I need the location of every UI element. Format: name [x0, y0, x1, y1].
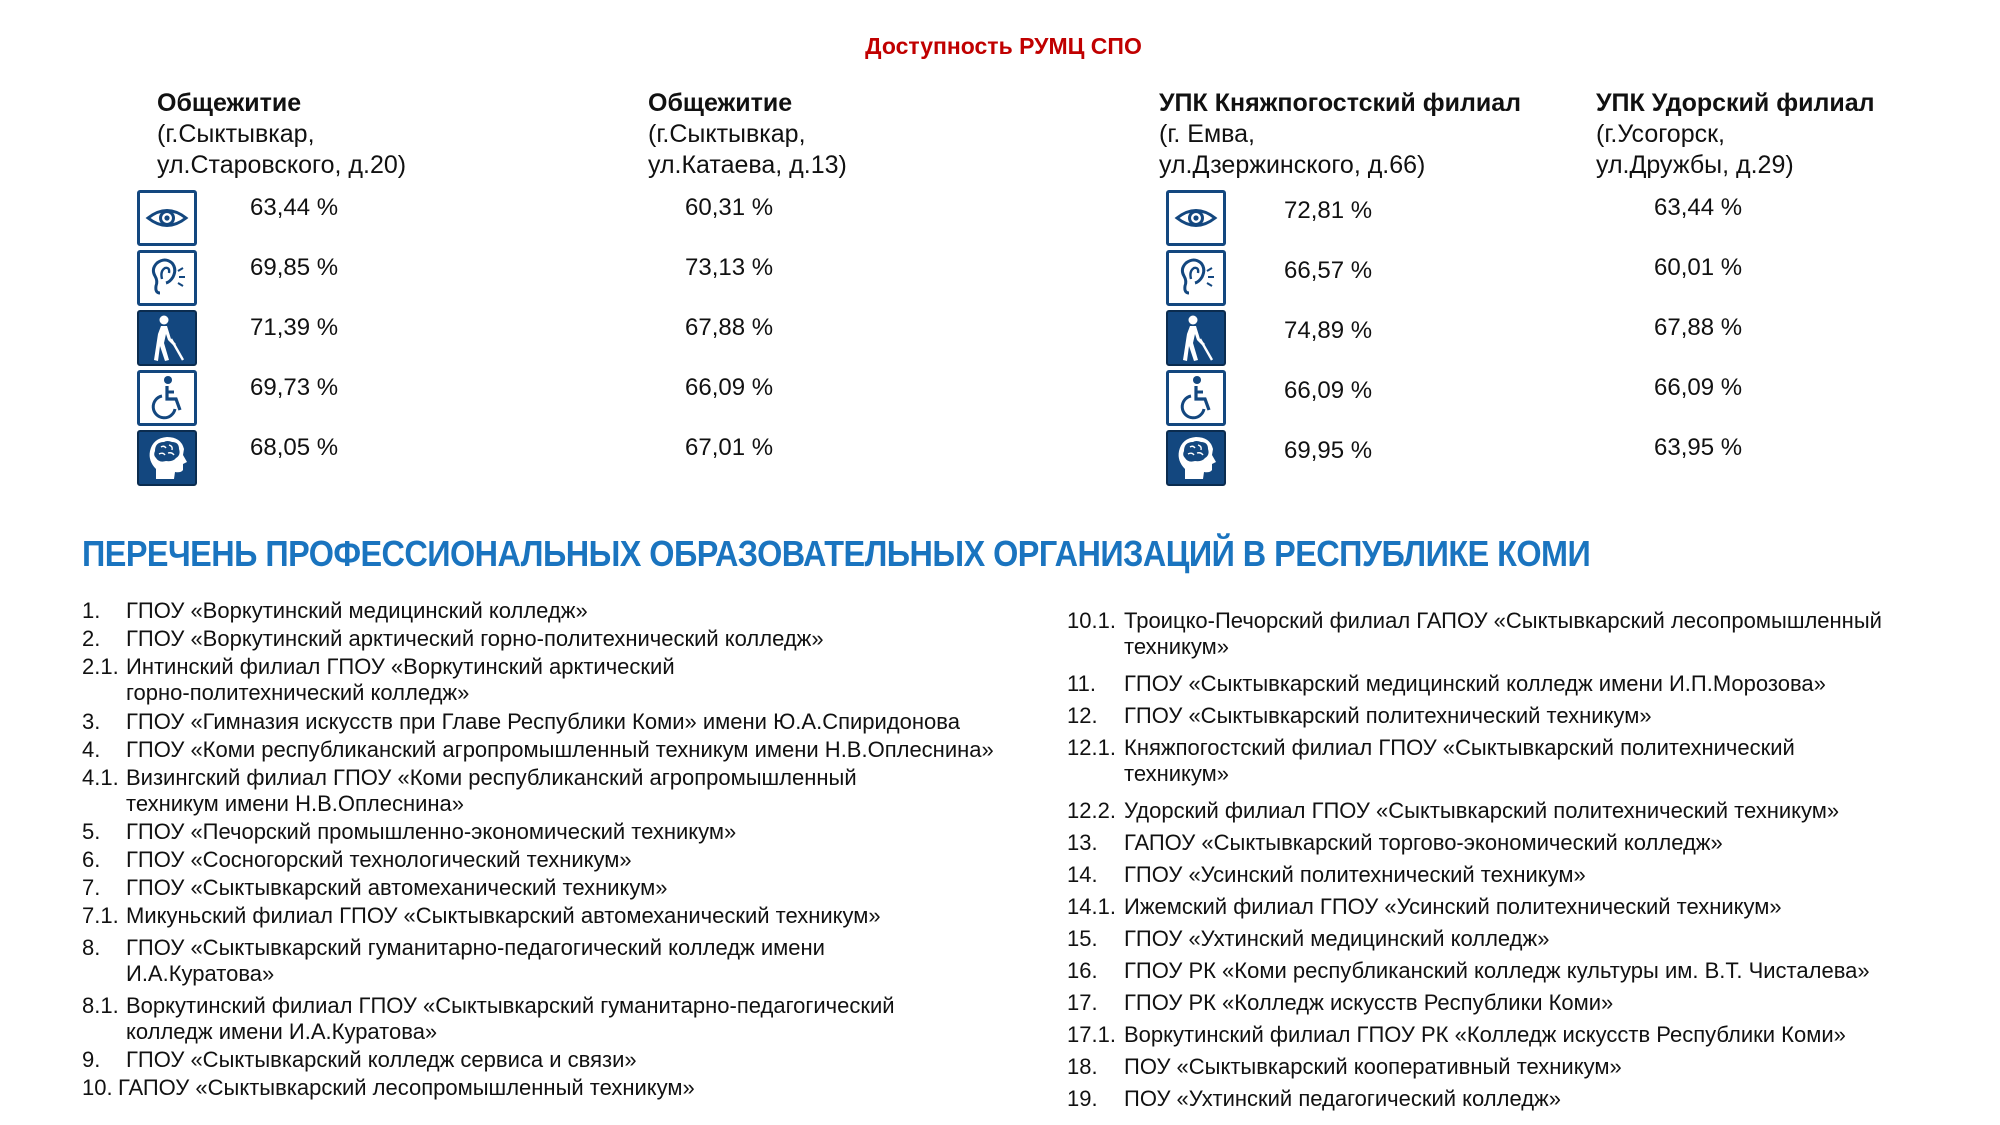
list-item: [1067, 703, 1997, 734]
list-item-number: 13.: [1067, 830, 1098, 855]
institution-header: [1596, 88, 1875, 181]
accessibility-percentage: 66,57 %: [1284, 257, 1373, 284]
accessibility-percentage: 67,01 %: [685, 434, 774, 461]
institution-name: УПК Удорский филиал: [1596, 89, 1875, 117]
list-item-text: ГПОУ «Сыктывкарский автомеханический техникум»: [126, 875, 668, 900]
list-item: [1067, 958, 1997, 989]
wheelchair-icon: [137, 370, 197, 426]
list-item: [82, 993, 1082, 1046]
list-item-number: 8.1.: [82, 992, 119, 1018]
accessibility-percentage: 66,09 %: [1654, 374, 1743, 401]
list-item-number: 17.: [1067, 990, 1098, 1015]
list-item: [1067, 1086, 1997, 1117]
institution-address: (г.Усогорск,: [1596, 120, 1725, 148]
institution-address: (г.Сыктывкар,: [648, 120, 806, 148]
list-item-number: 4.1.: [82, 764, 119, 790]
list-item: [82, 903, 1082, 930]
list-item-text: ГПОУ «Усинский политехнический техникум»: [1124, 862, 1586, 887]
list-item-number: 17.1.: [1067, 1022, 1116, 1047]
list-item-number: 2.1.: [82, 654, 119, 679]
accessibility-percentage: 72,81 %: [1284, 197, 1373, 224]
list-item-number: 10.1.: [1067, 608, 1116, 633]
list-item-text: ГПОУ «Воркутинский арктический горно-политехнический колледж»: [126, 626, 824, 651]
list-item: [82, 847, 1082, 874]
list-item: [1067, 1054, 1997, 1085]
list-item-number: 14.: [1067, 862, 1098, 887]
list-item-text: ГПОУ «Коми республиканский агропромышленный техникум имени Н.В.Оплеснина»: [126, 736, 994, 762]
list-item: [82, 765, 1082, 818]
list-item-number: 9.: [82, 1047, 101, 1072]
institution-address: ул.Дружбы, д.29): [1596, 151, 1794, 179]
list-item: [1067, 735, 1997, 797]
list-item-number: 1.: [82, 598, 101, 623]
list-item-text: ГАПОУ «Сыктывкарский лесопромышленный техникум»: [118, 1075, 695, 1100]
institution-address: ул.Катаева, д.13): [648, 151, 847, 179]
list-item-text: Микуньский филиал ГПОУ «Сыктывкарский автомеханический техникум»: [126, 903, 881, 928]
accessibility-percentage: 63,44 %: [250, 194, 339, 221]
list-item-number: 7.: [82, 875, 101, 900]
institution-name: Общежитие: [157, 89, 302, 117]
list-item-number: 18.: [1067, 1054, 1098, 1079]
list-item-number: 2.: [82, 626, 101, 651]
list-item: [82, 709, 1082, 736]
accessibility-percentage: 66,09 %: [1284, 377, 1373, 404]
list-item-text: Воркутинский филиал ГПОУ «Сыктывкарский гуманитарно-педагогический колледж имени И.А.Куратова»: [126, 992, 895, 1044]
list-item-text: Интинский филиал ГПОУ «Воркутинский арктический горно-политехнический колледж»: [126, 654, 675, 705]
list-item-text: ГПОУ «Сыктывкарский политехнический техникум»: [1124, 703, 1652, 728]
list-item: [1067, 990, 1997, 1021]
list-item-number: 3.: [82, 708, 101, 734]
accessibility-percentage: 66,09 %: [685, 374, 774, 401]
institution-name: Общежитие: [648, 89, 793, 117]
accessibility-percentage: 67,88 %: [685, 314, 774, 341]
list-item-text: Ижемский филиал ГПОУ «Усинский политехнический техникум»: [1124, 894, 1782, 919]
list-item-text: ГПОУ «Сыктывкарский гуманитарно-педагогический колледж имени И.А.Куратова»: [126, 934, 825, 986]
accessibility-percentage: 63,44 %: [1654, 194, 1743, 221]
institution-address: (г. Емва,: [1159, 120, 1255, 148]
list-item: [1067, 862, 1997, 893]
accessibility-percentage: 73,13 %: [685, 254, 774, 281]
institution-header: [157, 88, 406, 181]
accessibility-percentage: 69,73 %: [250, 374, 339, 401]
eye-icon: [137, 190, 197, 246]
list-item: [82, 1075, 1082, 1102]
accessibility-percentage: 69,85 %: [250, 254, 339, 281]
accessibility-percentage: 63,95 %: [1654, 434, 1743, 461]
institution-address: ул.Дзержинского, д.66): [1159, 151, 1426, 179]
blind-person-cane-icon: [1166, 310, 1226, 366]
institution-address: (г.Сыктывкар,: [157, 120, 315, 148]
list-item-number: 16.: [1067, 958, 1098, 983]
list-item: [82, 626, 1082, 653]
list-item: [82, 598, 1082, 625]
list-item: [1067, 830, 1997, 861]
head-brain-icon: [137, 430, 197, 486]
list-item-text: ГПОУ «Ухтинский медицинский колледж»: [1124, 926, 1550, 951]
page-title: Доступность РУМЦ СПО: [865, 33, 1142, 59]
institution-name: УПК Княжпогостский филиал: [1159, 89, 1521, 117]
list-item-text: ГПОУ «Воркутинский медицинский колледж»: [126, 598, 588, 623]
accessibility-percentage: 71,39 %: [250, 314, 339, 341]
blind-person-cane-icon: [137, 310, 197, 366]
list-item: [82, 819, 1082, 846]
institution-address: ул.Старовского, д.20): [157, 151, 407, 179]
institution-header: [1159, 88, 1521, 181]
list-item-text: ГПОУ «Печорский промышленно-экономический техникум»: [126, 819, 737, 844]
list-item-number: 19.: [1067, 1086, 1098, 1111]
list-item: [82, 737, 1082, 764]
list-heading: ПЕРЕЧЕНЬ ПРОФЕССИОНАЛЬНЫХ ОБРАЗОВАТЕЛЬНЫХ ОРГАНИЗАЦИЙ В РЕСПУБЛИКЕ КОМИ: [82, 533, 1591, 574]
list-item-number: 12.1.: [1067, 735, 1116, 760]
wheelchair-icon: [1166, 370, 1226, 426]
list-item-number: 4.: [82, 736, 101, 762]
head-brain-icon: [1166, 430, 1226, 486]
list-item-number: 12.2.: [1067, 798, 1116, 823]
list-item-number: 14.1.: [1067, 894, 1116, 919]
eye-icon: [1166, 190, 1226, 246]
list-item-text: ГПОУ «Сосногорский технологический техникум»: [126, 847, 632, 872]
list-item: [1067, 608, 1997, 670]
ear-icon: [1166, 250, 1226, 306]
list-item-number: 7.1.: [82, 903, 119, 928]
list-item-number: 12.: [1067, 703, 1098, 728]
list-item: [82, 654, 1082, 707]
list-item-text: Визингский филиал ГПОУ «Коми республиканский агропромышленный техникум имени Н.В.Оплеснина»: [126, 764, 857, 816]
list-item-text: ГПОУ РК «Коми республиканский колледж культуры им. В.Т. Чисталева»: [1124, 958, 1870, 983]
list-item: [1067, 926, 1997, 957]
accessibility-percentage: 67,88 %: [1654, 314, 1743, 341]
list-item-number: 5.: [82, 819, 101, 844]
list-item-number: 15.: [1067, 926, 1098, 951]
list-item-text: Удорский филиал ГПОУ «Сыктывкарский политехнический техникум»: [1124, 798, 1840, 823]
ear-icon: [137, 250, 197, 306]
list-item-text: ГАПОУ «Сыктывкарский торгово-экономический колледж»: [1124, 830, 1723, 855]
list-item-text: ГПОУ «Сыктывкарский колледж сервиса и связи»: [126, 1047, 637, 1072]
list-item-text: ГПОУ «Сыктывкарский медицинский колледж имени И.П.Морозова»: [1124, 671, 1826, 696]
list-item-number: 11.: [1067, 671, 1096, 696]
institution-header: [648, 88, 847, 181]
list-item-text: ПОУ «Сыктывкарский кооперативный техникум»: [1124, 1054, 1622, 1079]
list-item: [1067, 671, 1997, 702]
list-item: [1067, 1022, 1997, 1053]
accessibility-percentage: 69,95 %: [1284, 437, 1373, 464]
list-item-number: 10.: [82, 1075, 113, 1100]
list-item-text: ПОУ «Ухтинский педагогический колледж»: [1124, 1086, 1562, 1111]
list-item-text: ГПОУ РК «Колледж искусств Республики Коми»: [1124, 990, 1614, 1015]
list-item-number: 8.: [82, 934, 101, 960]
list-item-number: 6.: [82, 847, 101, 872]
list-item-text: Троицко-Печорский филиал ГАПОУ «Сыктывкарский лесопромышленный техникум»: [1124, 608, 1882, 659]
list-item: [82, 875, 1082, 902]
list-item: [1067, 894, 1997, 925]
list-item: [82, 935, 1082, 988]
list-item: [82, 1047, 1082, 1074]
list-item-text: Княжпогостский филиал ГПОУ «Сыктывкарский политехнический техникум»: [1124, 735, 1795, 786]
accessibility-percentage: 68,05 %: [250, 434, 339, 461]
accessibility-percentage: 74,89 %: [1284, 317, 1373, 344]
list-item-text: ГПОУ «Гимназия искусств при Главе Республики Коми» имени Ю.А.Спиридонова: [126, 708, 960, 734]
accessibility-percentage: 60,31 %: [685, 194, 774, 221]
list-item-text: Воркутинский филиал ГПОУ РК «Колледж искусств Республики Коми»: [1124, 1022, 1846, 1047]
list-item: [1067, 798, 1997, 829]
accessibility-percentage: 60,01 %: [1654, 254, 1743, 281]
